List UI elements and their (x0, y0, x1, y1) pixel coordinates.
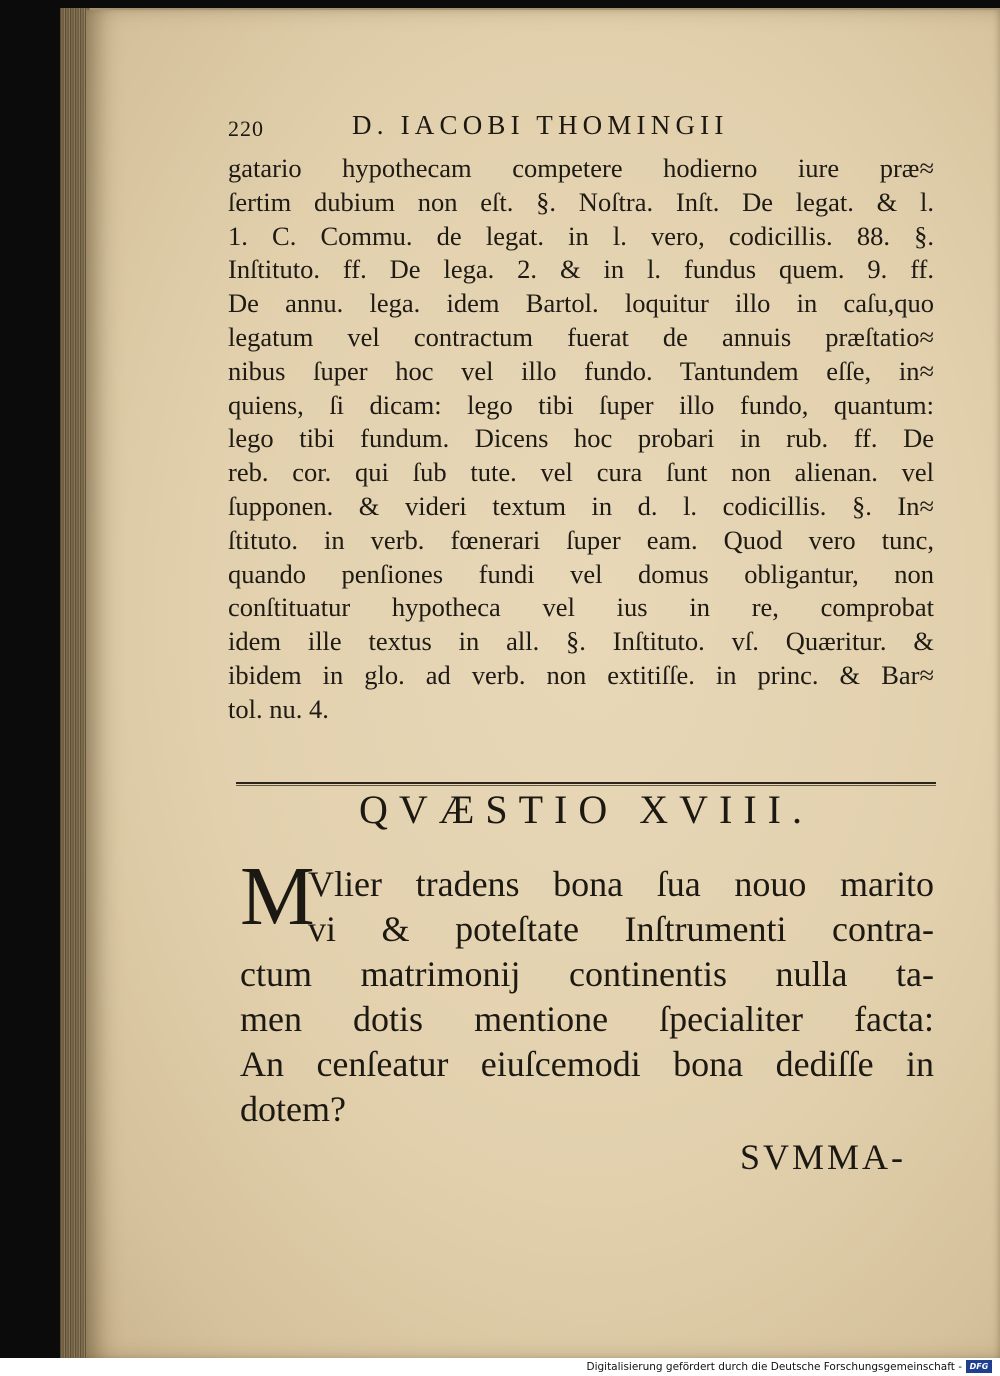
text-line: 1. C. Commu. de legat. in l. vero, codicillis. 88. §. (228, 220, 934, 251)
text-line: tol. nu. 4. (228, 693, 329, 724)
text-line: ibidem in glo. ad verb. non extitiſſe. in princ. & Bar≈ (228, 659, 934, 690)
text-line: idem ille textus in all. §. Inſtituto. vſ. Quæritur. & (228, 626, 934, 657)
text-line: ſertim dubium non eſt. §. Noſtra. Inſt. De legat. & l. (228, 186, 934, 217)
page-header (228, 110, 928, 144)
text-line: gatario hypothecam competere hodierno iure præ≈ (228, 153, 934, 183)
body-text (228, 152, 934, 727)
text-line: reb. cor. qui ſub tute. vel cura ſunt non alienan. vel (228, 457, 934, 488)
question-line: vi & poteſtate Inſtrumenti contra- (308, 909, 934, 949)
text-line: quando penſiones fundi vel domus obligantur, non (228, 558, 934, 589)
text-line: nibus ſuper hoc vel illo fundo. Tantundem eſſe, in≈ (228, 355, 934, 386)
section-rule (236, 782, 936, 784)
question-line: Vlier tradens bona ſua nouo marito (308, 864, 934, 904)
question-line: An cenſeatur eiuſcemodi bona dediſſe in (240, 1044, 934, 1084)
drop-capital: M (240, 850, 315, 943)
page-number: 220 (228, 116, 264, 141)
catchword: SVMMA- (740, 1137, 907, 1177)
text-line: lego tibi fundum. Dicens hoc probari in rub. ff. De (228, 423, 934, 454)
running-title: D. IACOBI THOMINGII (352, 110, 729, 140)
text-line: ſtituto. in verb. fœnerari ſuper eam. Quod vero tunc, (228, 524, 934, 555)
text-line: legatum vel contractum fuerat de annuis præſtatio≈ (228, 321, 934, 352)
text-line: ſupponen. & videri textum in d. l. codicillis. §. In≈ (228, 490, 934, 521)
text-line: conſtituatur hypotheca vel ius in re, comprobat (228, 592, 934, 623)
section-heading: QVÆSTIO XVIII. (359, 787, 813, 832)
question-line: dotem? (240, 1089, 346, 1129)
question-text (240, 862, 934, 1132)
text-line: quiens, ſi dicam: lego tibi ſuper illo fundo, quantum: (228, 389, 934, 420)
text-line: Inſtituto. ff. De lega. 2. & in l. fundus quem. 9. ff. (228, 254, 934, 285)
dfg-logo: DFG (966, 1360, 992, 1373)
digitization-credit: Digitalisierung gefördert durch die Deutsche Forschungsgemeinschaft - (586, 1361, 962, 1373)
question-line: ctum matrimonij continentis nulla ta- (240, 954, 934, 994)
question-line: men dotis mentione ſpecialiter facta: (240, 999, 934, 1039)
text-line: De annu. lega. idem Bartol. loquitur illo in caſu,quo (228, 288, 934, 319)
